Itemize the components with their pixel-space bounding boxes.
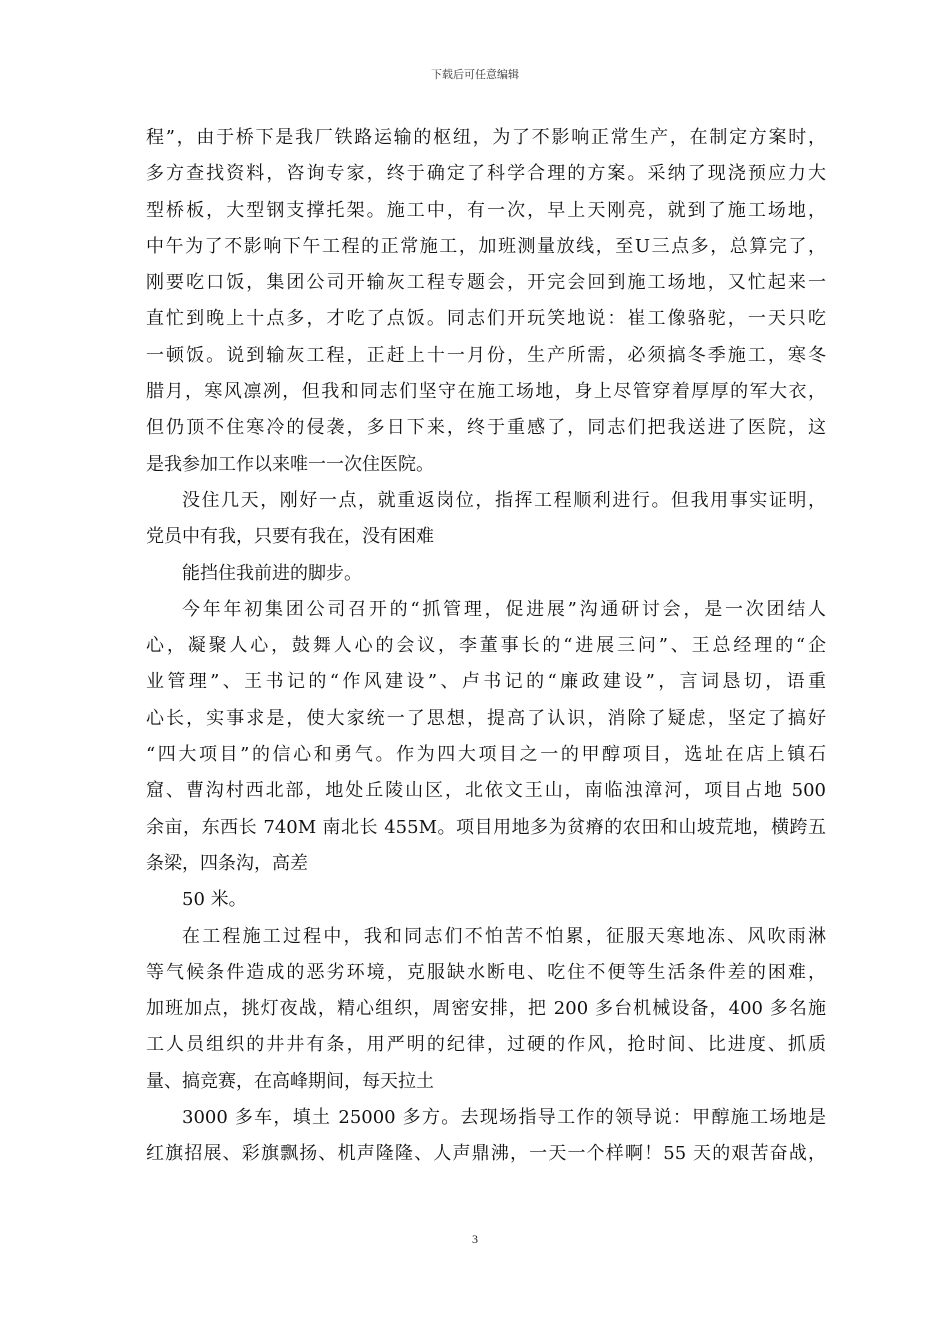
text-line: 腊月，寒风凛冽，但我和同志们坚守在施工场地，身上尽管穿着厚厚的军大衣， [146, 381, 826, 403]
text-line: 50 米。 [182, 889, 247, 911]
text-line: 多方查找资料，咨询专家，终于确定了科学合理的方案。采纳了现浇预应力大 [146, 163, 826, 185]
page-number: 3 [472, 1232, 478, 1246]
text-line: “四大项目”的信心和勇气。作为四大项目之一的甲醇项目，选址在店上镇石 [146, 744, 826, 766]
text-line: 程”，由于桥下是我厂铁路运输的枢纽，为了不影响正常生产，在制定方案时， [146, 127, 826, 148]
text-line: 心，凝聚人心，鼓舞人心的会议，李董事长的“进展三问”、王总经理的“企 [146, 635, 826, 657]
text-line: 能挡住我前进的脚步。 [182, 562, 362, 584]
text-line: 量、搞竞赛，在高峰期间，每天拉土 [146, 1070, 434, 1092]
text-line: 心长，实事求是，使大家统一了思想，提高了认识，消除了疑虑，坚定了搞好 [146, 707, 826, 729]
text-line: 刚要吃口饭，集团公司开输灰工程专题会，开完会回到施工场地，又忙起来一 [146, 272, 826, 294]
text-line: 3000 多车，填土 25000 多方。去现场指导工作的领导说：甲醇施工场地是 [182, 1107, 826, 1129]
text-line: 中午为了不影响下午工程的正常施工，加班测量放线，至U三点多，总算完了， [146, 235, 826, 257]
text-line: 一顿饭。说到输灰工程，正赶上十一月份，生产所需，必须搞冬季施工，寒冬 [146, 344, 826, 366]
page-header: 下载后可任意编辑 [431, 68, 519, 81]
text-line: 没住几天，刚好一点，就重返岗位，指挥工程顺利进行。但我用事实证明， [182, 489, 826, 511]
text-line: 余亩，东西长 740M 南北长 455M。项目用地多为贫瘠的农田和山坡荒地，横跨五 [146, 816, 826, 838]
text-line: 是我参加工作以来唯一一次住医院。 [146, 453, 434, 475]
text-line: 直忙到晚上十点多，才吃了点饭。同志们开玩笑地说：崔工像骆驼，一天只吃 [146, 308, 826, 330]
text-line: 型桥板，大型钢支撑托架。施工中，有一次，早上天刚亮，就到了施工场地， [146, 199, 826, 221]
document-body [146, 120, 826, 1173]
text-line: 在工程施工过程中，我和同志们不怕苦不怕累，征服天寒地冻、风吹雨淋 [182, 925, 826, 947]
text-line: 条梁，四条沟，高差 [146, 852, 308, 874]
text-line: 今年年初集团公司召开的“抓管理，促进展”沟通研讨会，是一次团结人 [182, 598, 826, 620]
text-line: 红旗招展、彩旗飘扬、机声隆隆、人声鼎沸，一天一个样啊！55 天的艰苦奋战， [146, 1143, 826, 1165]
text-line: 但仍顶不住寒冷的侵袭，多日下来，终于重感了，同志们把我送进了医院，这 [146, 417, 826, 439]
text-line: 党员中有我，只要有我在，没有困难 [146, 526, 434, 548]
text-line: 窟、曹沟村西北部，地处丘陵山区，北依文王山，南临浊漳河，项目占地 500 [146, 780, 826, 802]
text-line: 工人员组织的井井有条，用严明的纪律，过硬的作风，抢时间、比进度、抓质 [146, 1034, 826, 1056]
text-line: 加班加点，挑灯夜战，精心组织，周密安排，把 200 多台机械设备，400 多名施 [146, 998, 826, 1020]
text-line: 业管理”、王书记的“作风建设”、卢书记的“廉政建设”，言词恳切，语重 [146, 671, 826, 693]
text-line: 等气候条件造成的恶劣环境，克服缺水断电、吃住不便等生活条件差的困难， [146, 961, 826, 983]
